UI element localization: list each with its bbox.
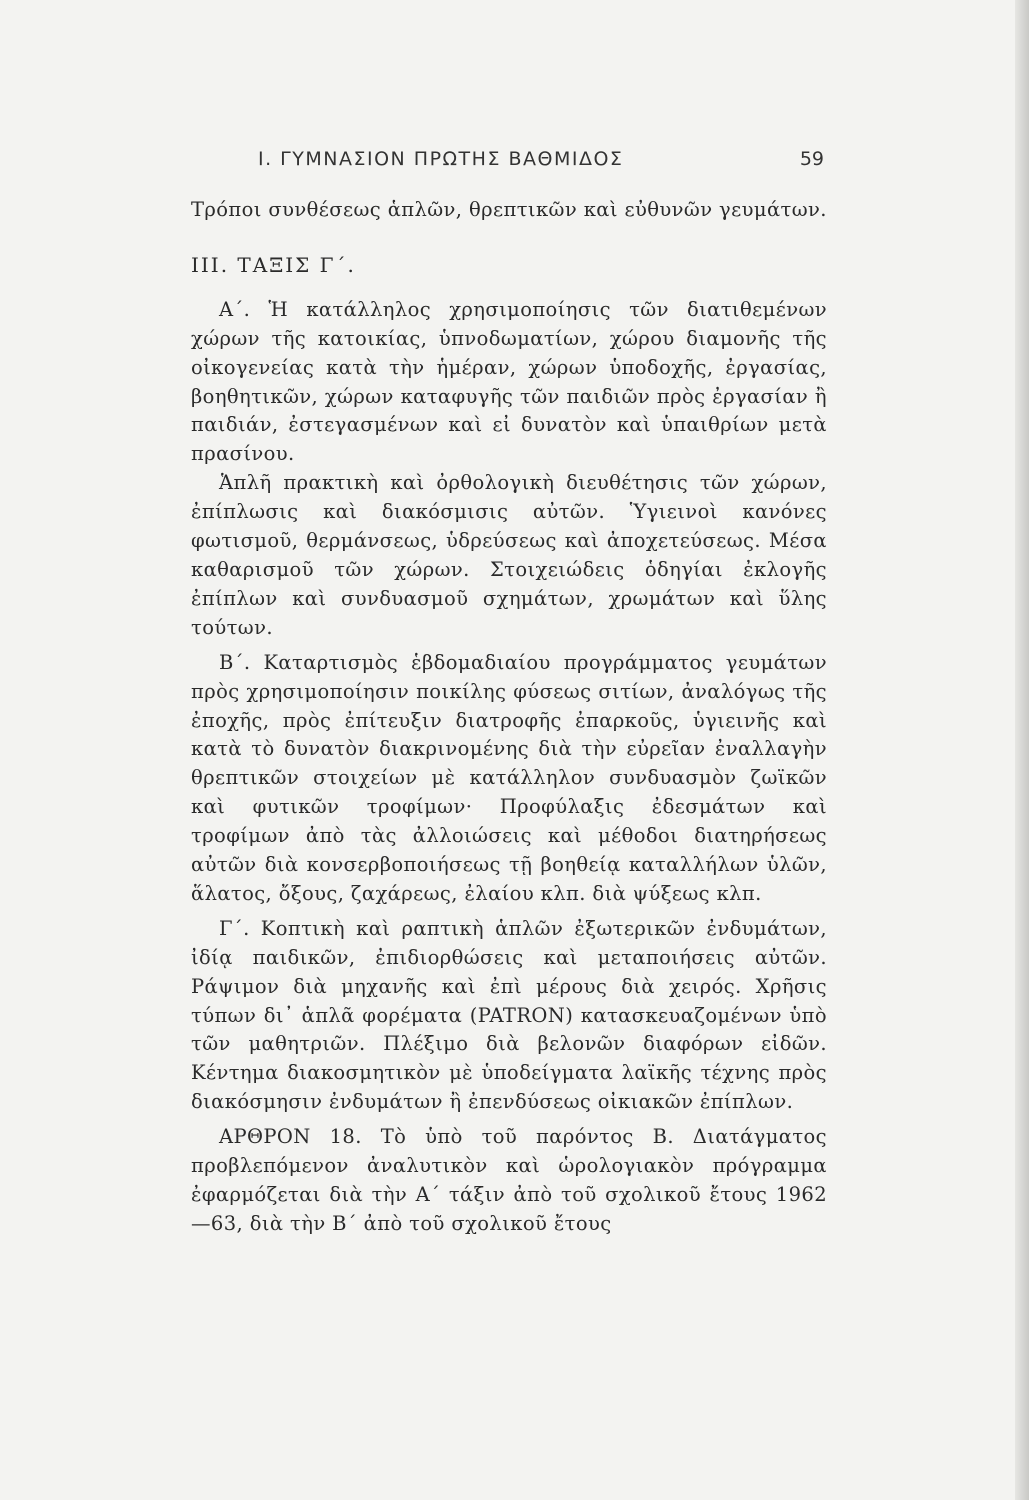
paragraph-b: Β΄. Καταρτισμὸς ἑβδομαδιαίου προγράμματος γευμάτων πρὸς χρησιμοποίησιν ποικίλης φύσεως σιτίων, ἀναλόγως τῆς ἐποχῆς, πρὸς ἐπίτευξιν διατροφῆς ἐπαρκοῦς, ὑγιεινῆς καὶ κατὰ τὸ δυνατὸν διακρινομένης διὰ τὴν εὐρεῖαν ἐναλλαγὴν θρεπτικῶν στοιχείων μὲ κατάλληλον συνδυασμὸν ζωϊκῶν καὶ φυτικῶν τροφίμων· Προφύλαξις ἐδεσμάτων καὶ τροφίμων ἀπὸ τὰς ἀλλοιώσεις καὶ μέθοδοι διατηρήσεως αὐτῶν διὰ κονσερβοποιήσεως τῇ βοηθείᾳ καταλλήλων ὑλῶν, ἅλατος, ὄξους, ζαχάρεως, ἐλαίου κλπ. διὰ ψύξεως κλπ. bbox=[191, 650, 827, 905]
page-body bbox=[191, 196, 827, 1239]
paragraph-a-2: Ἁπλῆ πρακτικὴ καὶ ὀρθολογικὴ διευθέτησις τῶν χώρων, ἐπίπλωσις καὶ διακόσμισις αὐτῶν. Ὑγιεινοὶ κανόνες φωτισμοῦ, θερμάνσεως, ὑδρεύσεως καὶ ἀποχετεύσεως. Μέσα καθαρισμοῦ τῶν χώρων. Στοιχειώδεις ὁδηγίαι ἐκλογῆς ἐπίπλων καὶ συνδυασμοῦ σχημάτων, χρωμάτων καὶ ὕλης τούτων. bbox=[191, 471, 827, 639]
paragraph-c: Γ΄. Κοπτικὴ καὶ ραπτικὴ ἁπλῶν ἐξωτερικῶν ἐνδυμάτων, ἰδίᾳ παιδικῶν, ἐπιδιορθώσεις καὶ μεταποιήσεις αὐτῶν. Ράψιμον διὰ μηχανῆς καὶ ἐπὶ μέρους διὰ χειρός. Χρῆσις τύπων δι᾽ ἁπλᾶ φορέματα (PATRON) κατασκευαζομένων ὑπὸ τῶν μαθητριῶν. Πλέξιμο διὰ βελονῶν διαφόρων εἰδῶν. Κέντημα διακοσμητικὸν μὲ ὑποδείγματα λαϊκῆς τέχνης πρὸς διακόσμησιν ἐνδυμάτων ἢ ἐπενδύσεως οἰκιακῶν ἐπίπλων. bbox=[191, 916, 827, 1114]
page-number: 59 bbox=[799, 148, 824, 170]
section-heading: ΙΙΙ. ΤΑΞΙΣ Γ΄. bbox=[191, 252, 356, 277]
page-edge-shadow bbox=[1015, 0, 1029, 1500]
running-title: Ι. ΓΥΜΝΑΣΙΟΝ ΠΡΩΤΗΣ ΒΑΘΜΙΔΟΣ bbox=[258, 148, 624, 170]
opening-paragraph: Τρόποι συνθέσεως ἁπλῶν, θρεπτικῶν καὶ εὐθυνῶν γευμάτων. bbox=[191, 198, 827, 221]
paragraph-a-1: Α΄. Ἡ κατάλληλος χρησιμοποίησις τῶν διατιθεμένων χώρων τῆς κατοικίας, ὑπνοδωματίων, χώρου διαμονῆς τῆς οἰκογενείας κατὰ τὴν ἡμέραν, χώρων ὑποδοχῆς, ἐργασίας, βοηθητικῶν, χώρων καταφυγῆς τῶν παιδιῶν πρὸς ἐργασίαν ἢ παιδιάν, ἐστεγασμένων καὶ εἰ δυνατὸν καὶ ὑπαιθρίων μετὰ πρασίνου. bbox=[191, 297, 827, 466]
running-header bbox=[258, 148, 824, 176]
paragraph-article-18: ΑΡΘΡΟΝ 18. Τὸ ὑπὸ τοῦ παρόντος Β. Διατάγματος προβλεπόμενον ἀναλυτικὸν καὶ ὡρολογιακὸν πρόγραμμα ἐφαρμόζεται διὰ τὴν Α΄ τάξιν ἀπὸ τοῦ σχολικοῦ ἔτους 1962—63, διὰ τὴν Β΄ ἀπὸ τοῦ σχολικοῦ ἔτους bbox=[191, 1125, 827, 1235]
